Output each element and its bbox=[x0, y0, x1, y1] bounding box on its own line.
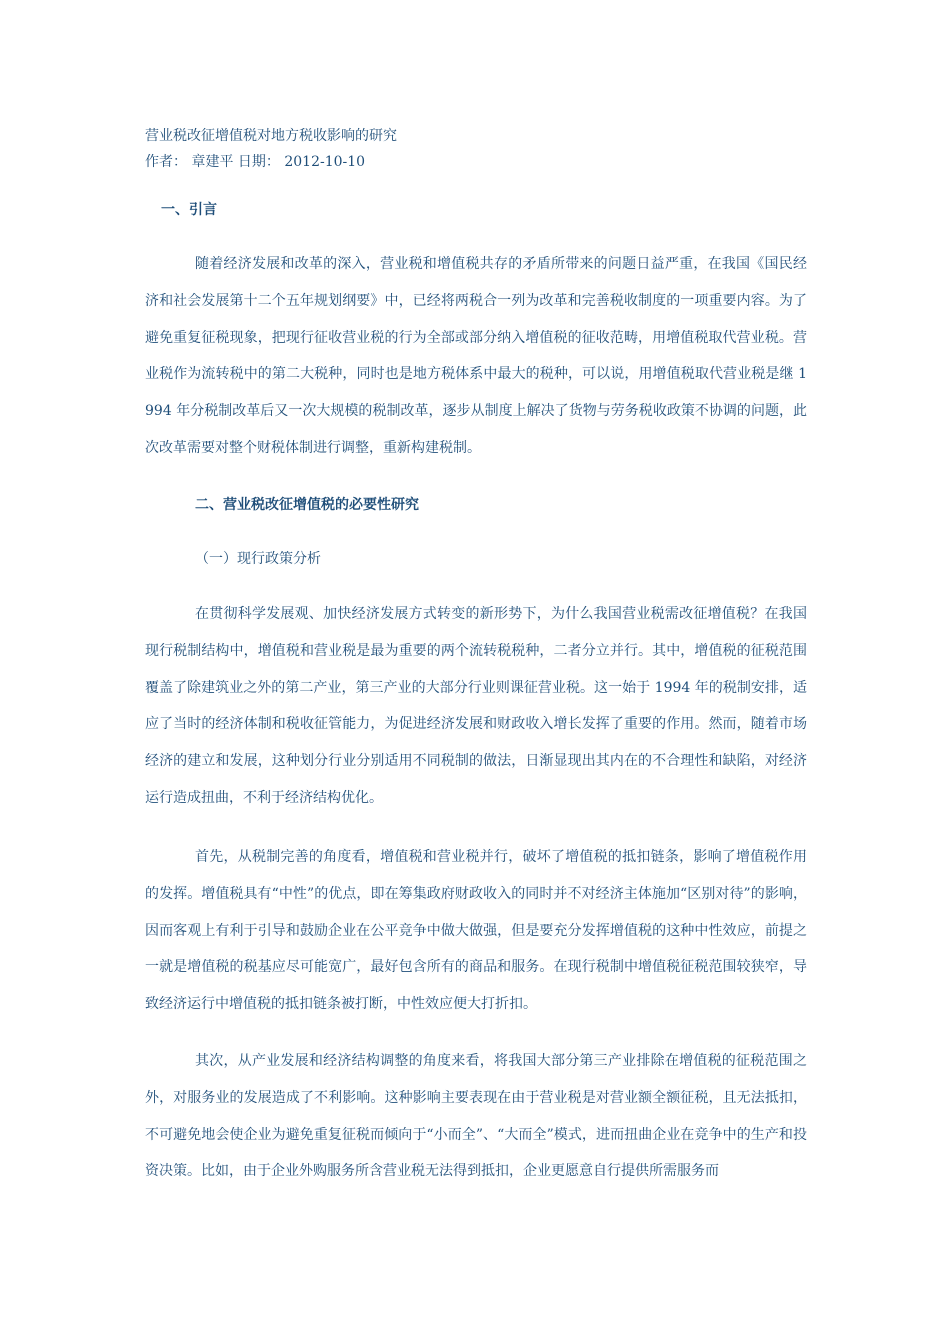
policy-analysis-paragraph: 在贯彻科学发展观、加快经济发展方式转变的新形势下，为什么我国营业税需改征增值税？在我国现行税制结构中，增值税和营业税是最为重要的两个流转税税种，二者分立并行。其中，增值税的征税范围覆盖了除建筑业之外的第二产业，第三产业的大部分行业则课征营业税。这一始于 1994 年的税制安排，适应了当时的经济体制和税收征管能力，为促进经济发展和财政收入增长发挥了重要的作用。然而，随着市场经济的建立和发展，这种划分行业分别适用不同税制的做法，日渐显现出其内在的不合理性和缺陷，对经济运行造成扭曲，不利于经济结构优化。 bbox=[145, 606, 807, 806]
document-byline: 作者： 章建平 日期： 2012-10-10 bbox=[145, 154, 366, 170]
document-title: 营业税改征增值税对地方税收影响的研究 bbox=[145, 128, 397, 144]
intro-paragraph: 随着经济发展和改革的深入，营业税和增值税共存的矛盾所带来的问题日益严重，在我国《国民经济和社会发展第十二个五年规划纲要》中，已经将两税合一列为改革和完善税收制度的一项重要内容。为了避免重复征税现象，把现行征收营业税的行为全部或部分纳入增值税的征收范畴，用增值税取代营业税。营业税作为流转税中的第二大税种，同时也是地方税体系中最大的税种，可以说，用增值税取代营业税是继 1994 年分税制改革后又一次大规模的税制改革，逐步从制度上解决了货物与劳务税收政策不协调的问题，此次改革需要对整个财税体制进行调整，重新构建税制。 bbox=[145, 256, 807, 456]
second-reason-paragraph: 其次，从产业发展和经济结构调整的角度来看，将我国大部分第三产业排除在增值税的征税范围之外，对服务业的发展造成了不利影响。这种影响主要表现在由于营业税是对营业额全额征税，且无法抵扣，不可避免地会使企业为避免重复征税而倾向于“小而全”、“大而全”模式，进而扭曲企业在竞争中的生产和投资决策。比如，由于企业外购服务所含营业税无法得到抵扣，企业更愿意自行提供所需服务而 bbox=[145, 1053, 807, 1180]
section-heading-necessity: 二、营业税改征增值税的必要性研究 bbox=[195, 497, 419, 513]
subsection-heading-policy-analysis: （一）现行政策分析 bbox=[195, 551, 321, 567]
first-reason-paragraph: 首先，从税制完善的角度看，增值税和营业税并行，破坏了增值税的抵扣链条，影响了增值税作用的发挥。增值税具有“中性”的优点，即在筹集政府财政收入的同时并不对经济主体施加“区别对待”的影响，因而客观上有利于引导和鼓励企业在公平竞争中做大做强，但是要充分发挥增值税的这种中性效应，前提之一就是增值税的税基应尽可能宽广，最好包含所有的商品和服务。在现行税制中增值税征税范围较狭窄，导致经济运行中增值税的抵扣链条被打断，中性效应便大打折扣。 bbox=[145, 849, 807, 1013]
section-heading-introduction: 一、引言 bbox=[161, 202, 217, 218]
